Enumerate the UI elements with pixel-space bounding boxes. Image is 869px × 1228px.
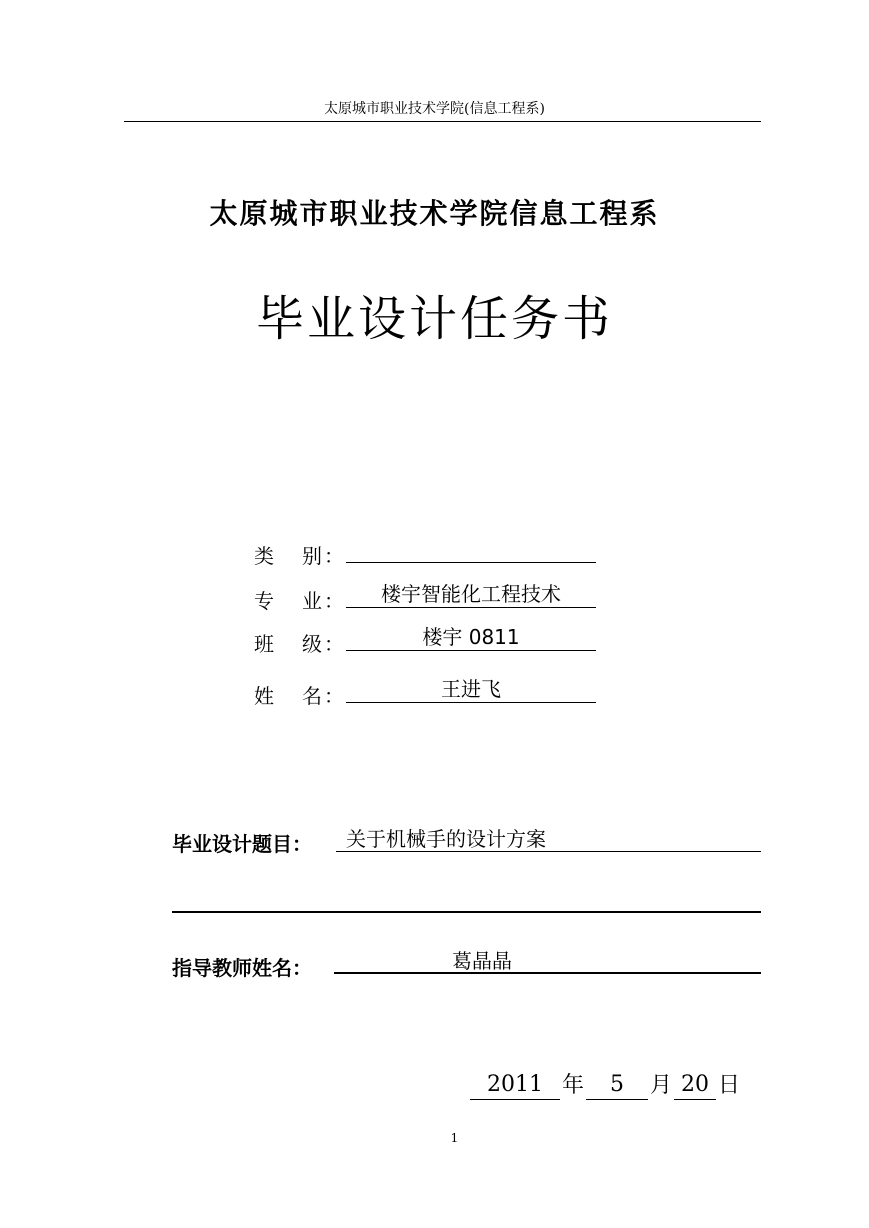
major-label <box>254 585 344 614</box>
class-field[interactable]: 楼宇 0811 <box>346 624 596 651</box>
document-title: 毕业设计任务书 <box>255 291 613 347</box>
advisor-field[interactable]: 葛晶晶 <box>334 948 761 974</box>
date-month-unit: 月 <box>650 1073 673 1098</box>
topic-label: 毕业设计题目： <box>172 832 312 856</box>
name-field[interactable]: 王进飞 <box>346 676 596 703</box>
name-label-char-1: 姓 <box>254 684 274 708</box>
topic-continuation-line <box>172 911 761 913</box>
header-divider <box>124 121 761 122</box>
date-month[interactable]: 5 <box>586 1071 648 1100</box>
advisor-label: 指导教师姓名： <box>172 956 312 980</box>
date-row <box>470 1070 742 1100</box>
date-year-unit: 年 <box>562 1073 585 1098</box>
running-header: 太原城市职业技术学院(信息工程系) <box>324 101 545 117</box>
page-number: 1 <box>450 1131 459 1145</box>
date-day[interactable]: 20 <box>674 1071 716 1100</box>
class-label-char-2: 级 ： <box>302 632 344 656</box>
class-label <box>254 628 344 657</box>
date-year[interactable]: 2011 <box>470 1071 560 1100</box>
name-label-char-2: 名 ： <box>302 684 344 708</box>
major-field[interactable]: 楼宇智能化工程技术 <box>346 581 596 608</box>
class-label-char-1: 班 <box>254 632 274 656</box>
major-label-char-1: 专 <box>254 589 274 613</box>
name-label <box>254 680 344 709</box>
category-label <box>254 540 344 569</box>
date-day-unit: 日 <box>718 1073 741 1098</box>
category-label-char-2: 别 ： <box>302 544 344 568</box>
category-label-char-1: 类 <box>254 544 274 568</box>
school-title: 太原城市职业技术学院信息工程系 <box>209 197 660 230</box>
major-label-char-2: 业 ： <box>302 589 344 613</box>
category-field[interactable] <box>346 536 596 563</box>
topic-field[interactable]: 关于机械手的设计方案 <box>336 826 761 852</box>
